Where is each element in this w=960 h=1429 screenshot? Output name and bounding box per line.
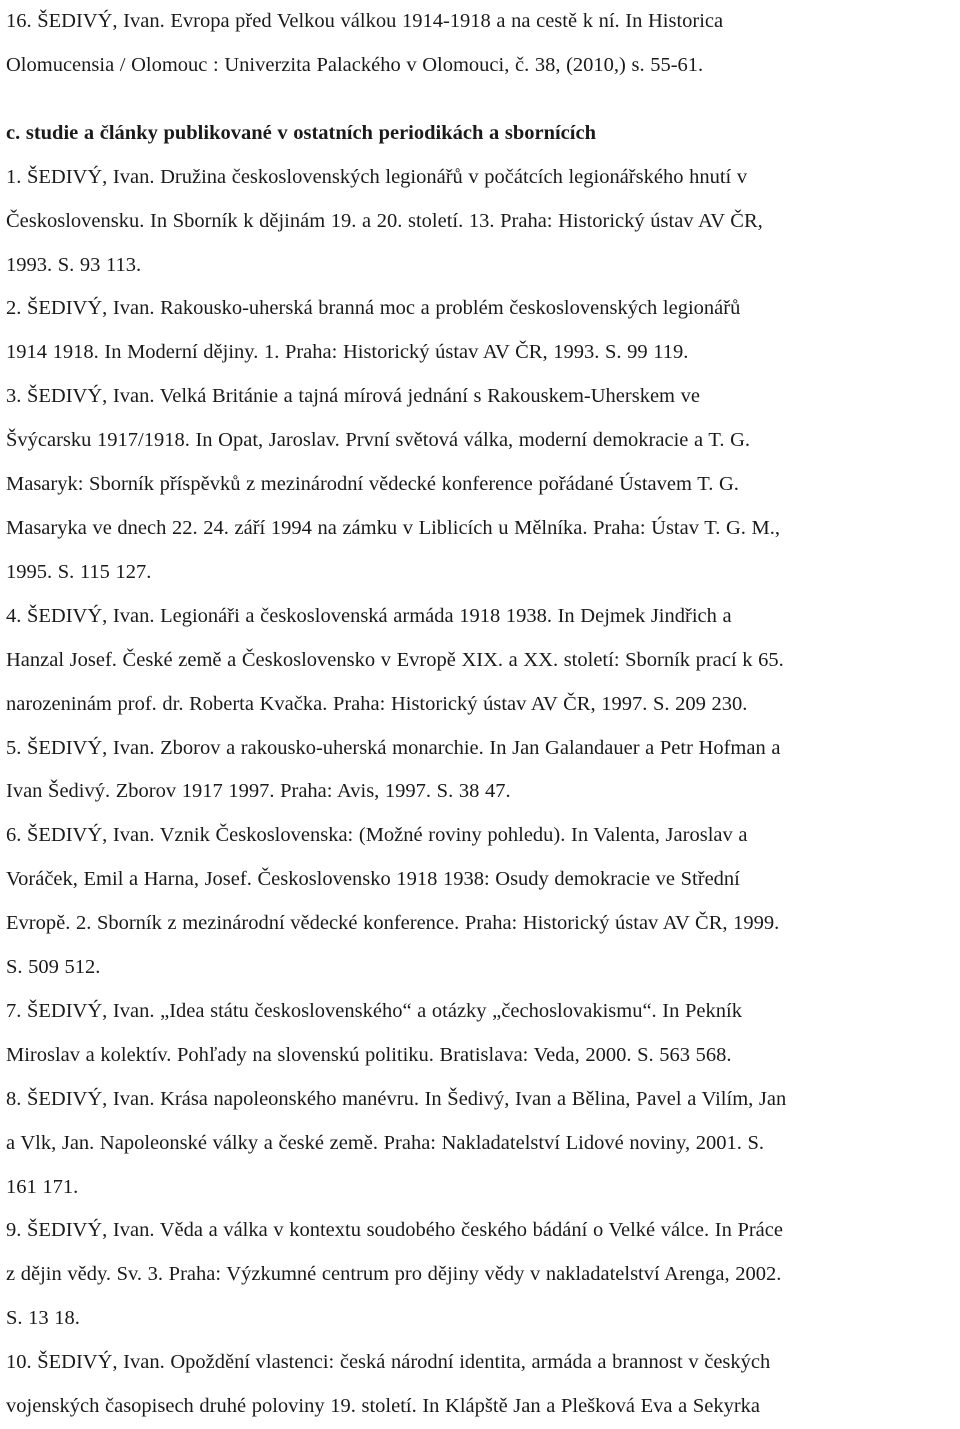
entry-line: narozeninám prof. dr. Roberta Kvačka. Praha: Historický ústav AV ČR, 1997. S. 209 230. [6, 692, 748, 715]
entry-line: vojenských časopisech druhé poloviny 19. století. In Klápště Jan a Plešková Eva a Sekyrka [6, 1395, 761, 1418]
entry-line: 6. ŠEDIVÝ, Ivan. Vznik Československa: (Možné roviny pohledu). In Valenta, Jaroslav a [6, 824, 748, 847]
entry-line: Švýcarsku 1917/1918. In Opat, Jaroslav. První světová válka, moderní demokracie a T. G. [6, 429, 751, 452]
bibliography-entry-10 [6, 1341, 956, 1429]
bibliography-entry-1 [6, 156, 956, 288]
bibliography-entry-9 [6, 1209, 956, 1341]
entry-line: Masaryk: Sborník příspěvků z mezinárodní vědecké konference pořádané Ústavem T. G. [6, 473, 739, 496]
entry-line: 4. ŠEDIVÝ, Ivan. Legionáři a československá armáda 1918 1938. In Dejmek Jindřich a [6, 604, 732, 627]
entry-line: 1993. S. 93 113. [6, 253, 142, 276]
entry-line: Hanzal Josef. České země a Československo v Evropě XIX. a XX. století: Sborník prací k 65. [6, 648, 784, 671]
entry-line: Voráček, Emil a Harna, Josef. Československo 1918 1938: Osudy demokracie ve Střední [6, 868, 740, 891]
entry-line: a Vlk, Jan. Napoleonské války a české země. Praha: Nakladatelství Lidové noviny, 2001. S. [6, 1131, 764, 1154]
entry-line: 2. ŠEDIVÝ, Ivan. Rakousko-uherská branná moc a problém československých legionářů [6, 297, 741, 320]
bibliography-entry-3 [6, 375, 956, 595]
entry-line: Miroslav a kolektív. Pohľady na slovenskú politiku. Bratislava: Veda, 2000. S. 563 568. [6, 1043, 732, 1066]
entry-line: 161 171. [6, 1175, 79, 1198]
entry-line: Masaryka ve dnech 22. 24. září 1994 na zámku v Liblicích u Mělníka. Praha: Ústav T. G. M., [6, 516, 781, 539]
bibliography-entry-8 [6, 1078, 956, 1210]
entry-line: Evropě. 2. Sborník z mezinárodní vědecké konference. Praha: Historický ústav AV ČR, 1999. [6, 912, 780, 935]
bibliography-entry-4 [6, 595, 956, 727]
bibliography-entry-7 [6, 990, 956, 1078]
entry-line: 7. ŠEDIVÝ, Ivan. „Idea státu československého“ a otázky „čechoslovakismu“. In Pekník [6, 999, 742, 1022]
bibliography-entry-5 [6, 727, 956, 815]
section-heading: c. studie a články publikované v ostatních periodikách a sbornících [6, 121, 596, 144]
bibliography-entry-2 [6, 287, 956, 375]
entry-line: 10. ŠEDIVÝ, Ivan. Opoždění vlastenci: česká národní identita, armáda a brannost v českých [6, 1351, 771, 1374]
entry-line: Československu. In Sborník k dějinám 19. a 20. století. 13. Praha: Historický ústav AV ČR, [6, 209, 763, 232]
document-page [6, 0, 956, 1429]
entry-line: 3. ŠEDIVÝ, Ivan. Velká Británie a tajná mírová jednání s Rakouskem-Uherskem ve [6, 385, 700, 408]
entry-line: S. 13 18. [6, 1307, 80, 1330]
entry-line: 5. ŠEDIVÝ, Ivan. Zborov a rakousko-uherská monarchie. In Jan Galandauer a Petr Hofman a [6, 736, 781, 759]
bibliography-entry-prev-16 [6, 0, 956, 88]
entry-line: 8. ŠEDIVÝ, Ivan. Krása napoleonského manévru. In Šedivý, Ivan a Bělina, Pavel a Vilím, Jan [6, 1087, 787, 1110]
entry-line: 1995. S. 115 127. [6, 560, 152, 583]
entry-line: z dějin vědy. Sv. 3. Praha: Výzkumné centrum pro dějiny vědy v nakladatelství Arenga, 2002. [6, 1263, 782, 1286]
entry-line: Olomucensia / Olomouc : Univerzita Palackého v Olomouci, č. 38, (2010,) s. 55-61. [6, 53, 704, 76]
spacer [6, 88, 956, 112]
entry-line: 9. ŠEDIVÝ, Ivan. Věda a válka v kontextu soudobého českého bádání o Velké válce. In Práce [6, 1219, 783, 1242]
entry-line: Ivan Šedivý. Zborov 1917 1997. Praha: Avis, 1997. S. 38 47. [6, 780, 511, 803]
bibliography-entry-6 [6, 814, 956, 990]
entry-line: S. 509 512. [6, 956, 101, 979]
entry-line: 1. ŠEDIVÝ, Ivan. Družina československých legionářů v počátcích legionářského hnutí v [6, 165, 748, 188]
entry-line: 1914 1918. In Moderní dějiny. 1. Praha: Historický ústav AV ČR, 1993. S. 99 119. [6, 341, 689, 364]
entry-line: 16. ŠEDIVÝ, Ivan. Evropa před Velkou válkou 1914-1918 a na cestě k ní. In Historica [6, 10, 724, 32]
